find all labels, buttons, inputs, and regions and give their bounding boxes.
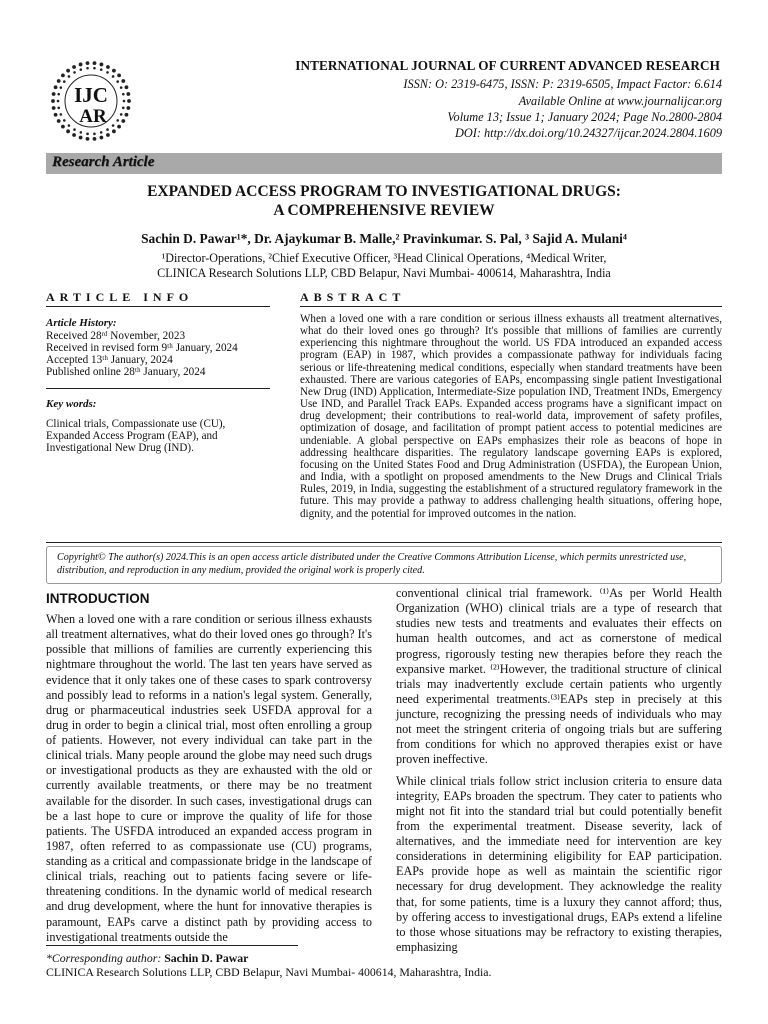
logo-dot bbox=[117, 74, 121, 78]
issn-line: ISSN: O: 2319-6475, ISSN: P: 2319-6505, Impact Factor: 6.614 bbox=[403, 77, 722, 91]
body-column-right bbox=[396, 586, 722, 961]
logo-dot bbox=[106, 65, 110, 69]
logo-dot bbox=[123, 100, 126, 103]
article-type-bar bbox=[46, 153, 722, 174]
history-divider bbox=[46, 388, 270, 389]
introduction-heading: INTRODUCTION bbox=[46, 591, 150, 606]
corresponding-author-name: Sachin D. Pawar bbox=[164, 951, 249, 965]
logo-dot bbox=[57, 93, 60, 96]
history-accepted: Accepted 13ᵗʰ January, 2024 bbox=[46, 354, 173, 366]
logo-dot bbox=[117, 125, 121, 129]
logo-dot bbox=[100, 131, 103, 134]
logo-dot bbox=[100, 63, 104, 67]
logo-dot bbox=[66, 69, 70, 73]
logo-dot bbox=[54, 85, 58, 89]
article-history-title: Article History: bbox=[46, 317, 117, 329]
logo-letters-top: IJC bbox=[74, 83, 108, 107]
logo-dot bbox=[54, 113, 58, 117]
logo-dot bbox=[106, 71, 109, 74]
logo-dot bbox=[73, 71, 76, 74]
logo-dot bbox=[57, 119, 61, 123]
logo-dot bbox=[116, 119, 119, 122]
logo-dot bbox=[121, 79, 125, 83]
copyright-notice: Copyright© The author(s) 2024.This is an open access article distributed under the Creative Commons Attribution License, which permits unrestricted use, distribution, and reproduction in any medium, provided the original work is properly cited. bbox=[46, 546, 722, 584]
article-type-label: Research Article bbox=[52, 154, 155, 170]
logo-dot bbox=[100, 68, 103, 71]
keywords-title: Key words: bbox=[46, 398, 97, 410]
logo-dot bbox=[86, 67, 89, 70]
logo-dot bbox=[60, 86, 63, 89]
logo-dot bbox=[126, 92, 130, 96]
article-info-rule bbox=[46, 306, 270, 307]
logo-dot bbox=[52, 92, 56, 96]
history-received: Received 28ʳᵈ November, 2023 bbox=[46, 330, 186, 342]
logo-dot bbox=[127, 99, 131, 103]
logo-dot bbox=[72, 133, 76, 137]
keywords-text: Clinical trials, Compassionate use (CU), Expanded Access Program (EAP), and Investigational New Drug (IND). bbox=[46, 418, 226, 455]
journal-title: INTERNATIONAL JOURNAL OF CURRENT ADVANCED RESEARCH bbox=[295, 58, 720, 73]
logo-dot bbox=[116, 80, 119, 83]
logo-dot bbox=[51, 99, 55, 103]
logo-dot bbox=[112, 129, 116, 133]
logo-dot bbox=[86, 137, 90, 141]
author-list: Sachin D. Pawar¹*, Dr. Ajaykumar B. Malle,² Pravinkumar. S. Pal, ³ Sajid A. Mulani⁴ bbox=[141, 231, 627, 246]
logo-dot bbox=[57, 107, 60, 110]
logo-dot bbox=[68, 124, 71, 127]
affiliation-address: CLINICA Research Solutions LLP, CBD Belapur, Navi Mumbai- 400614, Maharashtra, India bbox=[157, 266, 611, 280]
article-info-heading: ARTICLE INFO bbox=[46, 290, 194, 304]
abstract-rule bbox=[300, 306, 722, 307]
logo-dot bbox=[122, 107, 125, 110]
logo-dot bbox=[93, 67, 96, 70]
logo-dot bbox=[100, 136, 104, 140]
logo-dot bbox=[52, 106, 56, 110]
paper-title-line2: A COMPREHENSIVE REVIEW bbox=[273, 202, 495, 219]
journal-logo bbox=[50, 60, 132, 142]
logo-dot bbox=[122, 93, 125, 96]
history-published: Published online 28ᵗʰ January, 2024 bbox=[46, 366, 206, 378]
affiliation-roles: ¹Director-Operations, ²Chief Executive Officer, ³Head Clinical Operations, ⁴Medical Writer, bbox=[161, 251, 607, 265]
footnote-rule bbox=[46, 945, 298, 946]
logo-dot bbox=[80, 131, 83, 134]
abstract-heading: ABSTRACT bbox=[300, 290, 406, 304]
logo-dot bbox=[125, 85, 129, 89]
online-line: Available Online at www.journalijcar.org bbox=[518, 94, 722, 108]
logo-dot bbox=[57, 100, 60, 103]
logo-dot bbox=[120, 86, 123, 89]
logo-dot bbox=[66, 129, 70, 133]
intro-paragraph-1: When a loved one with a rare condition or serious illness exhausts all treatment alternatives, what do their loved ones go through? It's possible that millions of families are currently experiencing this nightmare throughout the world. The last ten years have served as evidence that it only takes one of these cases to spark controversy and possibly lead to reforms in a nation's legal system. Generally, drug or pharmaceutical industries seek USFDA approval for a drug in order to begin a clinical trial, most often enrolling a group of patients. However, not every individual can take part in the clinical trials. Many people around the globe may need such drugs or investigational products as they are exhausted with the old or currently available treatments, or there may be no treatment available for the disorder. In such cases, investigational drugs can be a last hope to cure or improve the quality of life for those patients. The USFDA introduced an expanded access program in 1987, often referred to as compassionate use (CU) programs, standing as a critical and compassionate bridge in the landscape of clinical trials, reaching out to patients facing severe or life-threatening conditions. In the dynamic world of medical research and drug development, where the hunt for innovative therapies is paramount, EAPs carve a distinct path by providing access to investigational treatments outside the bbox=[46, 612, 372, 944]
logo-dot bbox=[79, 136, 83, 140]
logo-dot bbox=[79, 63, 83, 67]
paper-title-line1: EXPANDED ACCESS PROGRAM TO INVESTIGATIONAL DRUGS: bbox=[147, 183, 621, 200]
logo-dot bbox=[72, 65, 76, 69]
logo-dot bbox=[63, 119, 66, 122]
logo-dot bbox=[121, 119, 125, 123]
logo-dot bbox=[112, 75, 115, 78]
logo-dot bbox=[125, 113, 129, 117]
logo-dot bbox=[60, 113, 63, 116]
logo-dot bbox=[93, 61, 97, 65]
corresponding-author-address: CLINICA Research Solutions LLP, CBD Belapur, Navi Mumbai- 400614, Maharashtra, India. bbox=[46, 965, 492, 979]
logo-dot bbox=[73, 128, 76, 131]
logo-dot bbox=[93, 133, 96, 136]
logo-dot bbox=[112, 69, 116, 73]
logo-dot bbox=[106, 128, 109, 131]
logo-dot bbox=[126, 106, 130, 110]
logo-dot bbox=[120, 113, 123, 116]
ijcar-logo-icon bbox=[50, 60, 132, 142]
logo-dot bbox=[68, 75, 71, 78]
logo-dot bbox=[93, 137, 97, 141]
logo-dot bbox=[61, 125, 65, 129]
paper-title bbox=[46, 182, 722, 220]
history-revised: Received in revised form 9ᵗʰ January, 2024 bbox=[46, 342, 238, 354]
abstract-text: When a loved one with a rare condition or serious illness exhausts all treatment alternatives, what do their loved ones go through? It's possible that millions of families are currently experiencing this nightmare throughout the world. US FDA introduced an expanded access program (EAP) in 1987, which provides a compassionate pathway for individuals facing serious or life-threatening medical conditions, especially when standard treatments have been exhausted. There are various categories of EAPs, encompassing single patient Investigational New Drug (IND) Application, Intermediate-Size population IND, Treatment INDs, Emergency Use IND, and Parallel Track EAPs. Expanded access programs have a significant impact on drug development; their contributions to real-world data, improvement of safety profiles, optimization of dosage, and facilitation of prompt patient access to potential medicines are undeniable. A global perspective on EAPs emphasizes their role as beacons of hope in addressing healthcare disparities. The regulatory landscape governing EAPs is explored, focusing on the United States Food and Drug Administration (USFDA), the European Union, and India, with a spotlight on proposed amendments to the New Drugs and Clinical Trials Rules, 2019, in India, suggesting the establishment of a structured regulatory framework in the future. This may provide a pathway to address challenging health situations, offering hope, dignity, and the potential for improved outcomes in the nation. bbox=[300, 313, 722, 520]
logo-dot bbox=[61, 74, 65, 78]
logo-dot bbox=[86, 133, 89, 136]
logo-dot bbox=[57, 79, 61, 83]
logo-dot bbox=[106, 133, 110, 137]
logo-dot bbox=[86, 61, 90, 65]
abstract-bottom-rule bbox=[46, 542, 722, 543]
doi-link[interactable]: DOI: http://dx.doi.org/10.24327/ijcar.2024.2804.1609 bbox=[455, 126, 722, 140]
logo-dot bbox=[80, 68, 83, 71]
volume-line: Volume 13; Issue 1; January 2024; Page No.2800-2804 bbox=[447, 110, 722, 124]
corresponding-author bbox=[46, 951, 248, 966]
logo-dot bbox=[112, 124, 115, 127]
body-column-left bbox=[46, 612, 372, 945]
corresponding-author-label: *Corresponding author: bbox=[46, 951, 162, 965]
logo-dot bbox=[63, 80, 66, 83]
logo-letters-bottom: AR bbox=[79, 106, 107, 127]
intro-paragraph-2: conventional clinical trial framework. ⁽¹⁾As per World Health Organization (WHO) clinical trials are a type of research that studies new tests and treatments and evaluates their effects on human health outcomes, and act as cornerstone of medical progress, rigorously testing new therapies before they reach the expansive market. ⁽²⁾However, the traditional structure of clinical trials may inadvertently exclude certain patients who urgently need experimental treatments.⁽³⁾EAPs step in precisely at this juncture, recognizing the pressing needs of individuals who may not meet the stringent criteria of ongoing trials but are suffering from conditions for which no approved therapies exist or have proven ineffective. bbox=[396, 586, 722, 767]
intro-paragraph-3: While clinical trials follow strict inclusion criteria to ensure data integrity, EAPs broaden the spectrum. They cater to patients who might not fit into the standard trial but could potentially benefit from the experimental treatment. Disease severity, lack of alternatives, and the immediate need for intervention are key considerations in determining eligibility for EAP participation. EAPs provide hope as well as maintain the scientific rigor necessary for drug development. They acknowledge the reality that, for some patients, time is a luxury they cannot afford; thus, by offering access to investigational drugs, EAPs extend a lifeline to those whose situations may be refractory to existing therapies, emphasizing bbox=[396, 773, 722, 954]
